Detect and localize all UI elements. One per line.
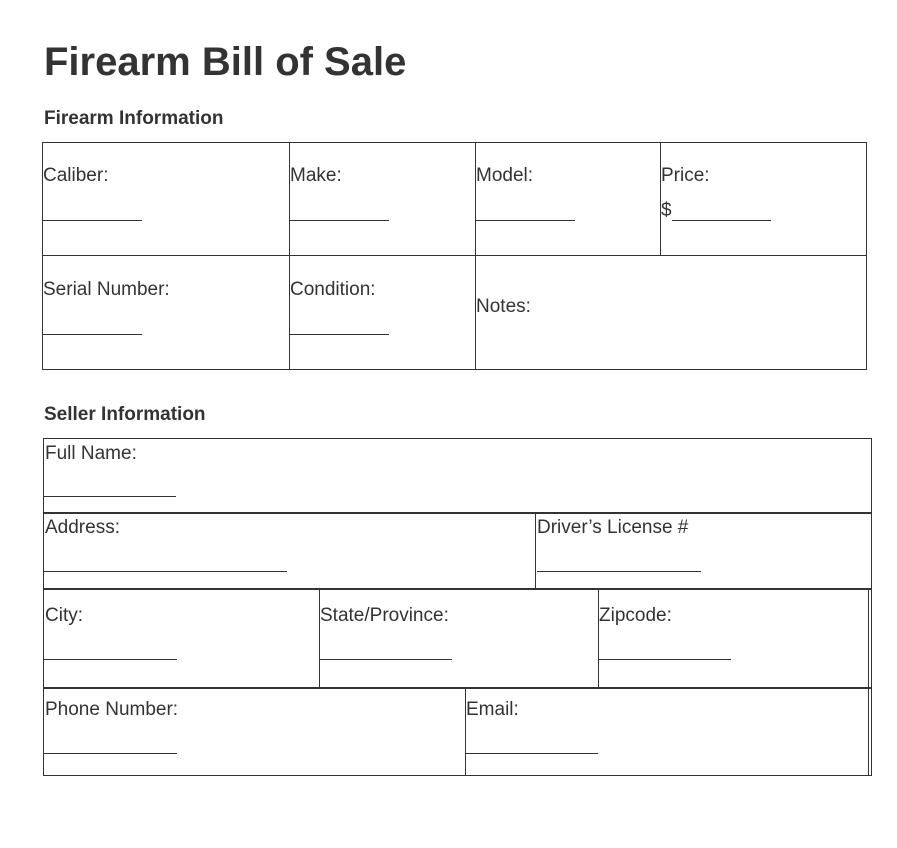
phone-number-label: Phone Number: [45, 699, 179, 720]
seller-inner-right-edge [868, 590, 869, 776]
condition-field[interactable] [290, 334, 389, 335]
drivers-license-field[interactable] [537, 571, 701, 572]
city-field[interactable] [44, 659, 177, 660]
zipcode-label: Zipcode: [599, 605, 672, 626]
notes-label: Notes: [476, 296, 531, 317]
zipcode-field[interactable] [599, 659, 731, 660]
state-province-label: State/Province: [320, 605, 449, 626]
serial-number-field[interactable] [43, 334, 142, 335]
full-name-field[interactable] [44, 496, 176, 497]
seller-row-divider-2 [43, 588, 872, 590]
firearm-row-divider [42, 255, 867, 256]
condition-label: Condition: [290, 279, 376, 300]
email-label: Email: [466, 699, 519, 720]
seller-section-heading: Seller Information [44, 404, 206, 425]
address-label: Address: [45, 517, 120, 538]
address-field[interactable] [44, 571, 287, 572]
full-name-label: Full Name: [45, 443, 137, 464]
seller-row-divider-3 [43, 687, 872, 689]
firearm-section-heading: Firearm Information [44, 108, 224, 129]
drivers-license-label: Driver’s License # [537, 517, 689, 538]
firearm-col-divider-3 [660, 142, 661, 255]
model-field[interactable] [476, 220, 575, 221]
city-state-divider [319, 589, 320, 688]
seller-row-divider-1 [43, 512, 872, 514]
caliber-label: Caliber: [43, 165, 109, 186]
state-zip-divider [598, 589, 599, 688]
serial-number-label: Serial Number: [43, 279, 170, 300]
email-field[interactable] [466, 753, 598, 754]
price-field[interactable] [672, 220, 771, 221]
phone-number-field[interactable] [44, 753, 177, 754]
address-license-divider [535, 513, 536, 589]
price-label: Price: [661, 165, 710, 186]
caliber-field[interactable] [43, 220, 142, 221]
model-label: Model: [476, 165, 534, 186]
city-label: City: [45, 605, 83, 626]
seller-table-border [43, 438, 872, 776]
firearm-table-border [42, 142, 867, 370]
dollar-sign: $ [661, 200, 672, 221]
state-province-field[interactable] [320, 659, 452, 660]
document-title: Firearm Bill of Sale [44, 40, 407, 84]
make-field[interactable] [290, 220, 389, 221]
make-label: Make: [290, 165, 342, 186]
